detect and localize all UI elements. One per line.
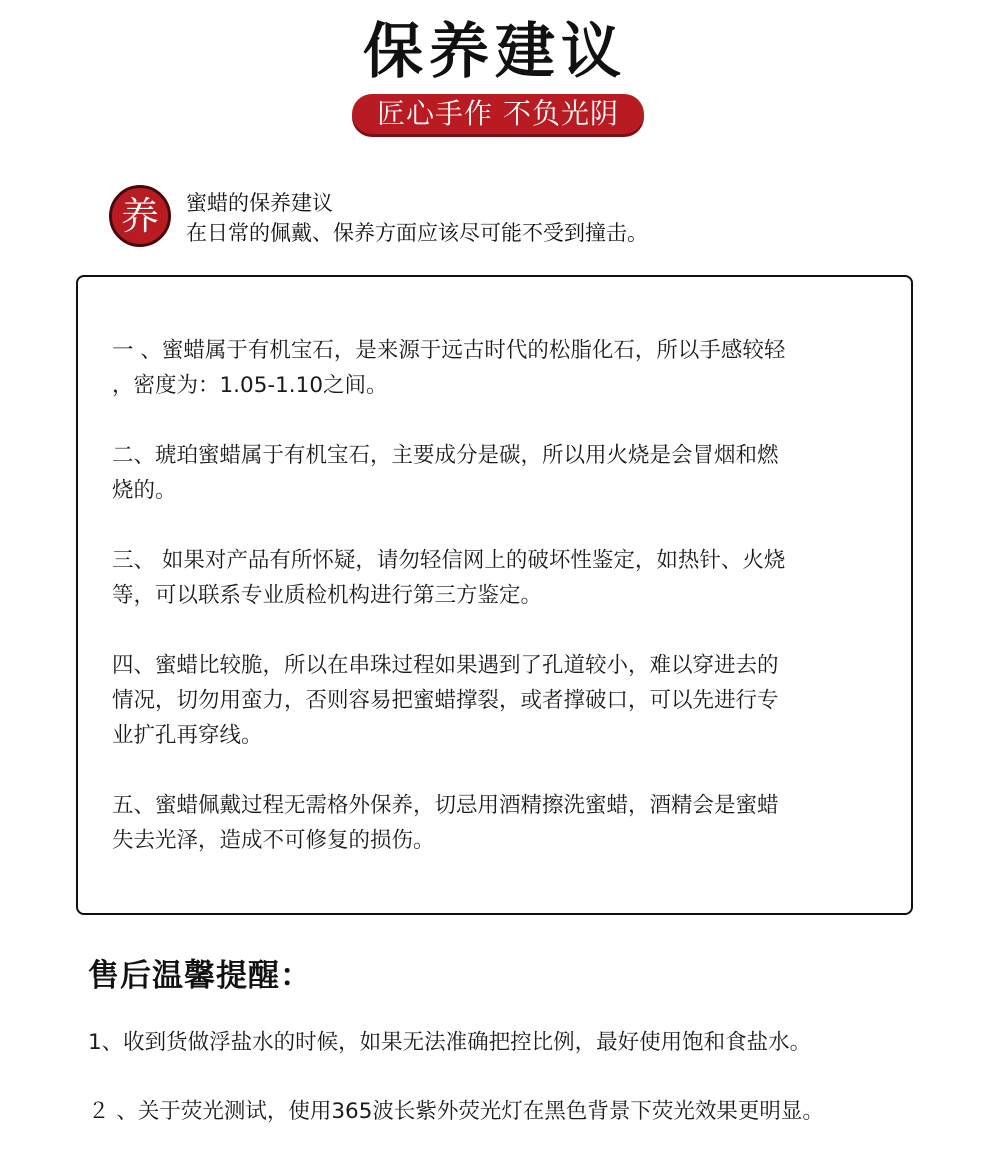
intro-title: 蜜蜡的保养建议 xyxy=(186,191,333,215)
care-tips-card xyxy=(76,275,913,915)
seal-icon: 养 xyxy=(109,185,171,247)
list-item-line: 情况，切勿用蛮力，否则容易把蜜蜡撑裂，或者撑破口，可以先进行专 xyxy=(112,688,779,713)
aftersale-heading: 售后温馨提醒： xyxy=(88,958,312,994)
list-item-line: 五、蜜蜡佩戴过程无需格外保养，切忌用酒精擦洗蜜蜡，酒精会是蜜蜡 xyxy=(112,793,779,818)
list-item xyxy=(112,333,882,403)
list-item-line: 三、 如果对产品有所怀疑，请勿轻信网上的破坏性鉴定，如热针、火烧 xyxy=(112,548,786,573)
list-item-line: 失去光泽，造成不可修复的损伤。 xyxy=(112,828,435,853)
list-item-line: 烧的。 xyxy=(112,478,177,503)
list-item xyxy=(112,648,882,753)
aftersale-tip: 1、收到货做浮盐水的时候，如果无法准确把控比例，最好使用饱和食盐水。 xyxy=(88,1030,812,1055)
page-title: 保养建议 xyxy=(363,17,627,87)
list-item xyxy=(112,543,882,613)
list-item xyxy=(112,788,882,858)
list-item-line: 四、蜜蜡比较脆，所以在串珠过程如果遇到了孔道较小，难以穿进去的 xyxy=(112,653,779,678)
intro-text: 在日常的佩戴、保养方面应该尽可能不受到撞击。 xyxy=(186,221,648,245)
list-item-line: 业扩孔再穿线。 xyxy=(112,723,263,748)
list-item-line: 二、琥珀蜜蜡属于有机宝石，主要成分是碳，所以用火烧是会冒烟和燃 xyxy=(112,443,779,468)
list-item-line: 一 、蜜蜡属于有机宝石，是来源于远古时代的松脂化石，所以手感较轻 xyxy=(112,338,786,363)
list-item xyxy=(112,438,882,508)
list-item-line: ，密度为：1.05-1.10之间。 xyxy=(112,373,388,398)
slogan-banner: 匠心手作 不负光阴 xyxy=(352,94,644,134)
aftersale-tip: ２ 、关于荧光测试，使用365波长紫外荧光灯在黑色背景下荧光效果更明显。 xyxy=(88,1099,824,1124)
care-tips-list xyxy=(112,333,882,893)
list-item-line: 等，可以联系专业质检机构进行第三方鉴定。 xyxy=(112,583,543,608)
intro-block xyxy=(186,188,886,248)
